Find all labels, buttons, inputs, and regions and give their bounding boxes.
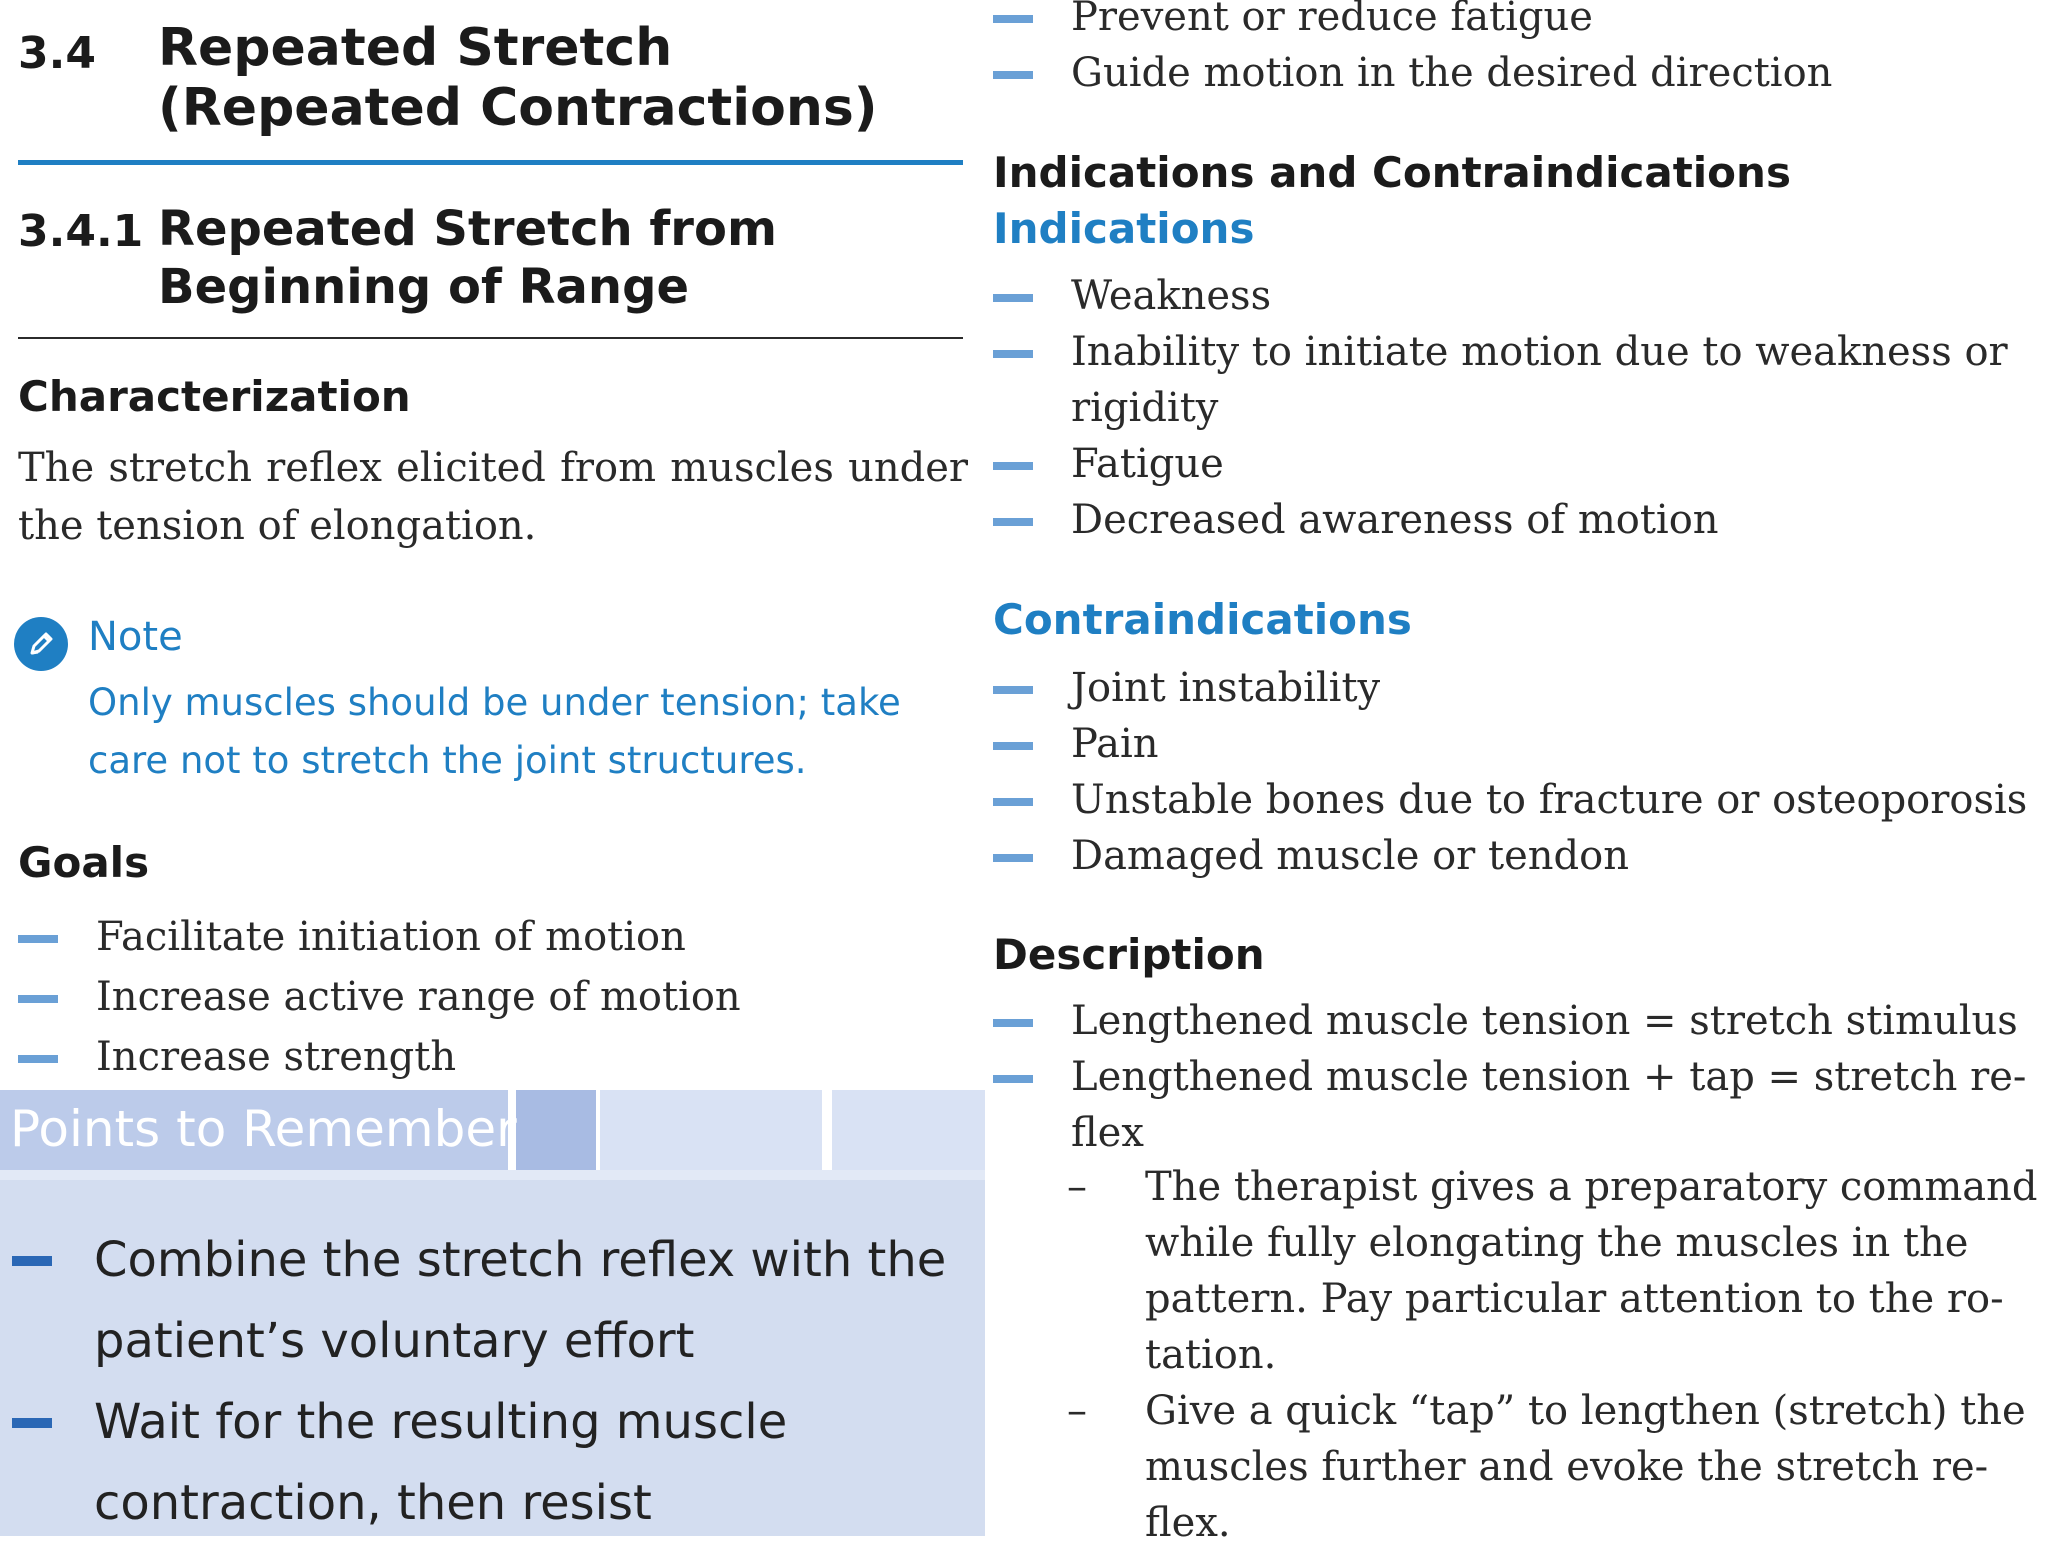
list-item: Unstable bones due to fracture or osteoporosis bbox=[993, 772, 2043, 828]
list-item: Wait for the resulting muscle contraction, then resist bbox=[12, 1382, 972, 1544]
bullet-dash bbox=[993, 1075, 1033, 1083]
sublist-item: – Give a quick “tap” to lengthen (stretch) the muscles further and evoke the stretch re- flex. bbox=[985, 1383, 2045, 1551]
sub-dash: – bbox=[1067, 1164, 1087, 1210]
description-list bbox=[993, 993, 2043, 1161]
ptr-separator bbox=[0, 1170, 985, 1180]
list-item: Guide motion in the desired direction bbox=[993, 45, 2043, 101]
list-item: Increase active range of motion bbox=[18, 967, 958, 1027]
ptr-tab-segment bbox=[600, 1090, 822, 1170]
points-to-remember-title: Points to Remember bbox=[10, 1100, 517, 1158]
section-heading bbox=[18, 18, 963, 148]
list-item: Pain bbox=[993, 716, 2043, 772]
subsection-number: 3.4.1 bbox=[18, 206, 144, 257]
indications-list bbox=[993, 268, 2043, 548]
bullet-dash bbox=[993, 462, 1033, 470]
section-title: Repeated Stretch (Repeated Contractions) bbox=[158, 18, 878, 138]
subsection-heading bbox=[18, 200, 963, 325]
list-item: Inability to initiate motion due to weakness or rigidity bbox=[993, 324, 2043, 436]
list-item: Facilitate initiation of motion bbox=[18, 907, 958, 967]
bullet-dash bbox=[993, 294, 1033, 302]
characterization-text: The stretch reflex elicited from muscles under the tension of elongation. bbox=[18, 445, 968, 549]
bullet-dash bbox=[18, 935, 58, 943]
goals-heading: Goals bbox=[18, 838, 150, 887]
contraindications-list bbox=[993, 660, 2043, 884]
bullet-dash bbox=[993, 71, 1033, 79]
list-item: Joint instability bbox=[993, 660, 2043, 716]
right-column bbox=[985, 0, 2048, 1546]
list-item: Combine the stretch reflex with the patient’s voluntary effort bbox=[12, 1220, 972, 1382]
indications-heading: Indications bbox=[993, 204, 1255, 253]
bullet-dash bbox=[993, 1019, 1033, 1027]
note-title: Note bbox=[88, 614, 183, 660]
sublist-item: – The therapist gives a preparatory command while fully elongating the muscles in the pattern. Pay particular attention to the ro- tation. bbox=[985, 1159, 2045, 1383]
contraindications-heading: Contraindications bbox=[993, 595, 1412, 644]
bullet-dash bbox=[993, 350, 1033, 358]
list-item: Lengthened muscle tension = stretch stimulus bbox=[993, 993, 2043, 1049]
subsection-title: Repeated Stretch from Beginning of Range bbox=[158, 201, 777, 315]
ptr-tab-segment bbox=[832, 1090, 985, 1170]
section-rule bbox=[18, 160, 963, 165]
bullet-dash bbox=[993, 798, 1033, 806]
pencil-icon bbox=[14, 617, 68, 671]
ptr-tab-segment bbox=[516, 1090, 596, 1170]
subsection-rule bbox=[18, 337, 963, 339]
top-goals-continuation bbox=[993, 0, 2043, 101]
bullet-dash bbox=[993, 686, 1033, 694]
left-column bbox=[0, 0, 985, 1536]
bullet-dash bbox=[18, 995, 58, 1003]
points-to-remember-list bbox=[12, 1220, 972, 1544]
list-item: Lengthened muscle tension + tap = stretch re- flex bbox=[993, 1049, 2043, 1161]
indications-contraindications-heading: Indications and Contraindications bbox=[993, 148, 1791, 197]
bullet-dash bbox=[12, 1418, 52, 1428]
section-number: 3.4 bbox=[18, 28, 96, 79]
list-item: Prevent or reduce fatigue bbox=[993, 0, 2043, 45]
sub-dash: – bbox=[1067, 1388, 1087, 1434]
description-sublist bbox=[985, 1159, 2045, 1551]
characterization-heading: Characterization bbox=[18, 372, 411, 421]
list-item: Damaged muscle or tendon bbox=[993, 828, 2043, 884]
bullet-dash bbox=[993, 742, 1033, 750]
list-item: Fatigue bbox=[993, 436, 2043, 492]
bullet-dash bbox=[993, 518, 1033, 526]
goals-list bbox=[18, 907, 958, 1087]
list-item: Increase strength bbox=[18, 1027, 958, 1087]
bullet-dash bbox=[18, 1055, 58, 1063]
bullet-dash bbox=[12, 1256, 52, 1266]
bullet-dash bbox=[993, 854, 1033, 862]
description-heading: Description bbox=[993, 930, 1265, 979]
note-text: Only muscles should be under tension; take care not to stretch the joint structures. bbox=[88, 681, 901, 782]
list-item: Decreased awareness of motion bbox=[993, 492, 2043, 548]
list-item: Weakness bbox=[993, 268, 2043, 324]
bullet-dash bbox=[993, 15, 1033, 23]
